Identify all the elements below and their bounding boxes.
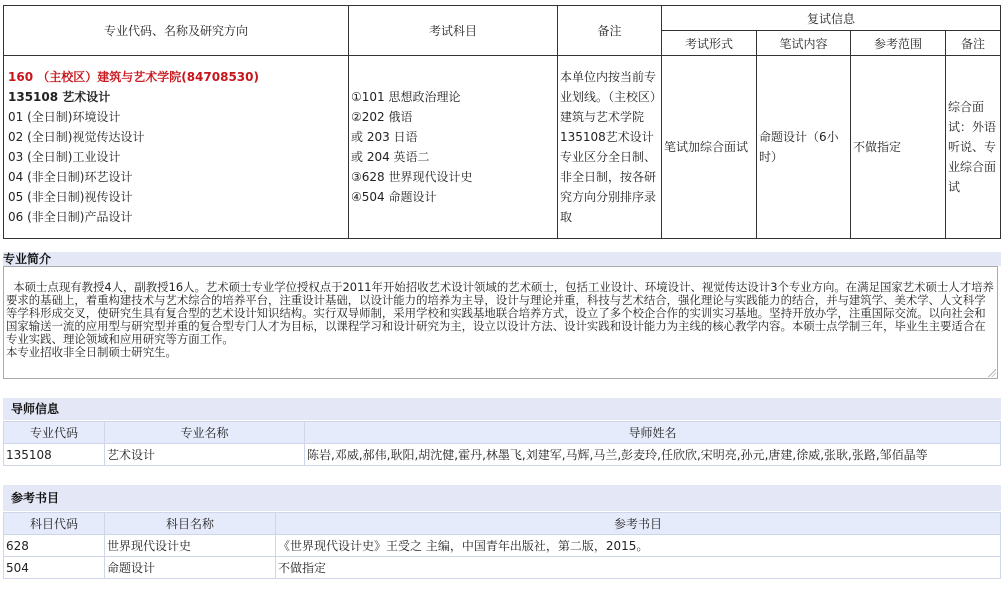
exam-form-cell: 笔试加综合面试 (662, 56, 757, 239)
subject-item: ④504 命题设计 (351, 190, 437, 204)
table-row (4, 557, 1001, 579)
books-cell: 628 (4, 535, 105, 557)
scope-cell: 不做指定 (851, 56, 946, 239)
direction-item: 03 (全日制)工业设计 (8, 150, 121, 164)
subject-item: 或 204 英语二 (351, 150, 430, 164)
subjects-cell (349, 56, 558, 239)
header-major: 专业代码、名称及研究方向 (4, 6, 349, 56)
remark-cell: 本单位内按当前专业划线。（主校区）建筑与艺术学院135108艺术设计专业区分全日制、非全日制，按各研究方向分别排序录取 (558, 56, 662, 239)
major-cell (4, 56, 349, 239)
books-cell: 命题设计 (105, 557, 276, 579)
tutors-col-tutors: 导师姓名 (305, 422, 1001, 444)
books-header-row (4, 513, 1001, 535)
subject-item: 或 203 日语 (351, 130, 418, 144)
table-row (4, 535, 1001, 557)
intro-title: 专业简介 (3, 252, 1001, 266)
subject-item: ③628 世界现代设计史 (351, 170, 473, 184)
direction-item: 02 (全日制)视觉传达设计 (8, 130, 145, 144)
header-retest-remark: 备注 (946, 31, 1001, 56)
resize-handle-icon[interactable] (988, 369, 996, 377)
subject-item: ①101 思想政治理论 (351, 90, 461, 104)
subject-list (351, 87, 555, 207)
direction-list (8, 107, 346, 227)
school-title: 160 （主校区）建筑与艺术学院(84708530) (8, 70, 259, 84)
direction-item: 04 (非全日制)环艺设计 (8, 170, 133, 184)
tutors-cell: 艺术设计 (105, 444, 305, 466)
tutors-table (3, 421, 1001, 466)
subject-item: ②202 俄语 (351, 110, 413, 124)
tutors-col-code: 专业代码 (4, 422, 105, 444)
books-col-ref: 参考书目 (276, 513, 1001, 535)
major-name: 135108 艺术设计 (8, 90, 111, 104)
header-written: 笔试内容 (757, 31, 851, 56)
header-scope: 参考范围 (851, 31, 946, 56)
table-row (4, 444, 1001, 466)
books-cell: 504 (4, 557, 105, 579)
books-cell: 《世界现代设计史》王受之 主编，中国青年出版社，第二版，2015。 (276, 535, 1001, 557)
tutors-title: 导师信息 (3, 398, 1001, 420)
header-subjects: 考试科目 (349, 6, 558, 56)
retest-remark-cell: 综合面试：外语听说、专业综合面试 (946, 56, 1001, 239)
direction-item: 06 (非全日制)产品设计 (8, 210, 133, 224)
intro-text: 本硕士点现有教授4人，副教授16人。艺术硕士专业学位授权点于2011年开始招收艺术设计领域的艺术硕士，包括工业设计、环境设计、视觉传达设计3个专业方向。在满足国家艺术硕士人才培养要求的基础上，着重构建技术与艺术综合的培养平台，注重设计基础，以设计能力的培养为主导，设计与理论并重，科技与艺术结合，强化理论与实践能力的结合，并与建筑学、美术学、人文科学等学科形成交叉，使研究生具有复合型的艺术设计知识结构。实行双导师制，采用学校和实践基地联合培养方式，设立了多个校企合作的实训实习基地。坚持开放办学，注重国际交流。以向社会和国家输送一流的应用型与研究型并重的复合型专门人才为目标，以课程学习和设计研究为主，设立以设计方法、设计实践和设计能力为主线的核心教学内容。本硕士点学制三年，毕业生主要适合在专业实践、理论领域和应用研究等方面工作。 本专业招收非全日制硕士研究生。 (6, 280, 994, 359)
intro-textarea[interactable] (3, 266, 998, 379)
tutors-header-row (4, 422, 1001, 444)
tutors-col-name: 专业名称 (105, 422, 305, 444)
books-cell: 不做指定 (276, 557, 1001, 579)
tutors-cell: 135108 (4, 444, 105, 466)
header-remark: 备注 (558, 6, 662, 56)
admission-table (3, 5, 1001, 239)
books-cell: 世界现代设计史 (105, 535, 276, 557)
tutors-cell: 陈岩,邓威,郝伟,耿阳,胡沈健,霍丹,林墨飞,刘建军,马辉,马兰,彭麦玲,任欣欣,宋明亮,孙元,唐建,徐威,张耿,张路,邹佰晶等 (305, 444, 1001, 466)
books-table (3, 512, 1001, 579)
header-retest: 复试信息 (662, 6, 1001, 31)
direction-item: 01 (全日制)环境设计 (8, 110, 121, 124)
books-col-code: 科目代码 (4, 513, 105, 535)
books-col-name: 科目名称 (105, 513, 276, 535)
books-title: 参考书目 (3, 485, 1001, 511)
written-cell: 命题设计（6小时） (757, 56, 851, 239)
header-exam-form: 考试形式 (662, 31, 757, 56)
direction-item: 05 (非全日制)视传设计 (8, 190, 133, 204)
